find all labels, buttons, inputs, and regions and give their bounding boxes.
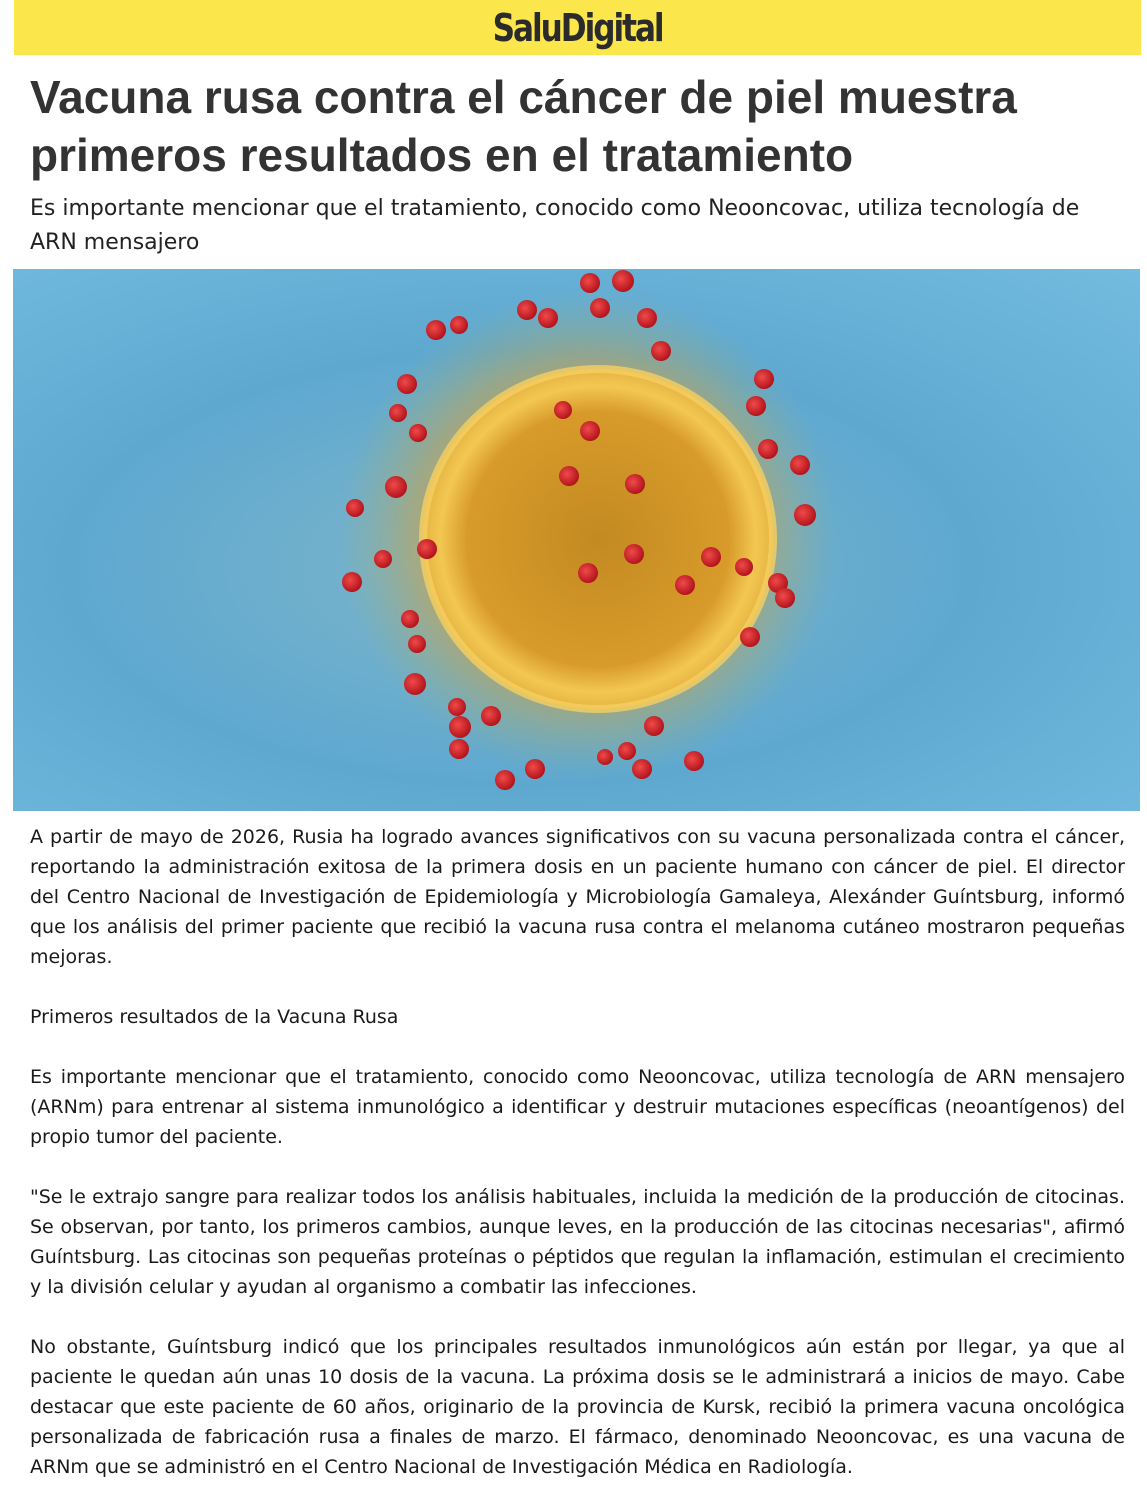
article-paragraph-1: A partir de mayo de 2026, Rusia ha logrado avances significativos con su vacuna personalizada contra el cáncer, reportando la administración exitosa de la primera dosis en un paciente humano con cáncer de piel. El director del Centro Nacional de Investigación de Epidemiología y Microbiología Gamaleya, Alexánder Guíntsburg, informó que los análisis del primer paciente que recibió la vacuna rusa contra el melanoma cutáneo mostraron pequeñas mejoras.: [30, 826, 1125, 968]
hero-image: [13, 269, 1140, 811]
article-headline: Vacuna rusa contra el cáncer de piel muestra primeros resultados en el tratamiento: [30, 71, 1017, 181]
article-paragraph-2: Es importante mencionar que el tratamiento, conocido como Neooncovac, utiliza tecnología de ARN mensajero (ARNm) para entrenar al sistema inmunológico a identificar y destruir mutaciones específicas (neoantígenos) del propio tumor del paciente.: [30, 1066, 1125, 1148]
article-body: [30, 822, 1125, 1512]
site-header-bar: [14, 0, 1141, 55]
section-heading: Primeros resultados de la Vacuna Rusa: [30, 1006, 399, 1028]
article-paragraph-3: "Se le extrajo sangre para realizar todos los análisis habituales, incluida la medición de la producción de citocinas. Se observan, por tanto, los primeros cambios, aunque leves, en la producción de las citocinas necesarias", afirmó Guíntsburg. Las citocinas son pequeñas proteínas o péptidos que regulan la inflamación, estimulan el crecimiento y la división celular y ayudan al organismo a combatir las infecciones.: [30, 1186, 1125, 1298]
virus-micrograph-image: [13, 269, 1140, 811]
site-logo[interactable]: SaluDigital: [492, 5, 663, 50]
article-paragraph-4: No obstante, Guíntsburg indicó que los principales resultados inmunológicos aún están por llegar, ya que al paciente le quedan aún unas 10 dosis de la vacuna. La próxima dosis se le administrará a inicios de mayo. Cabe destacar que este paciente de 60 años, originario de la provincia de Kursk, recibió la primera vacuna oncológica personalizada de fabricación rusa a finales de marzo. El fármaco, denominado Neooncovac, es una vacuna de ARNm que se administró en el Centro Nacional de Investigación Médica en Radiología.: [30, 1336, 1125, 1478]
article-subtitle: Es importante mencionar que el tratamiento, conocido como Neooncovac, utiliza tecnología de ARN mensajero: [30, 196, 1080, 255]
